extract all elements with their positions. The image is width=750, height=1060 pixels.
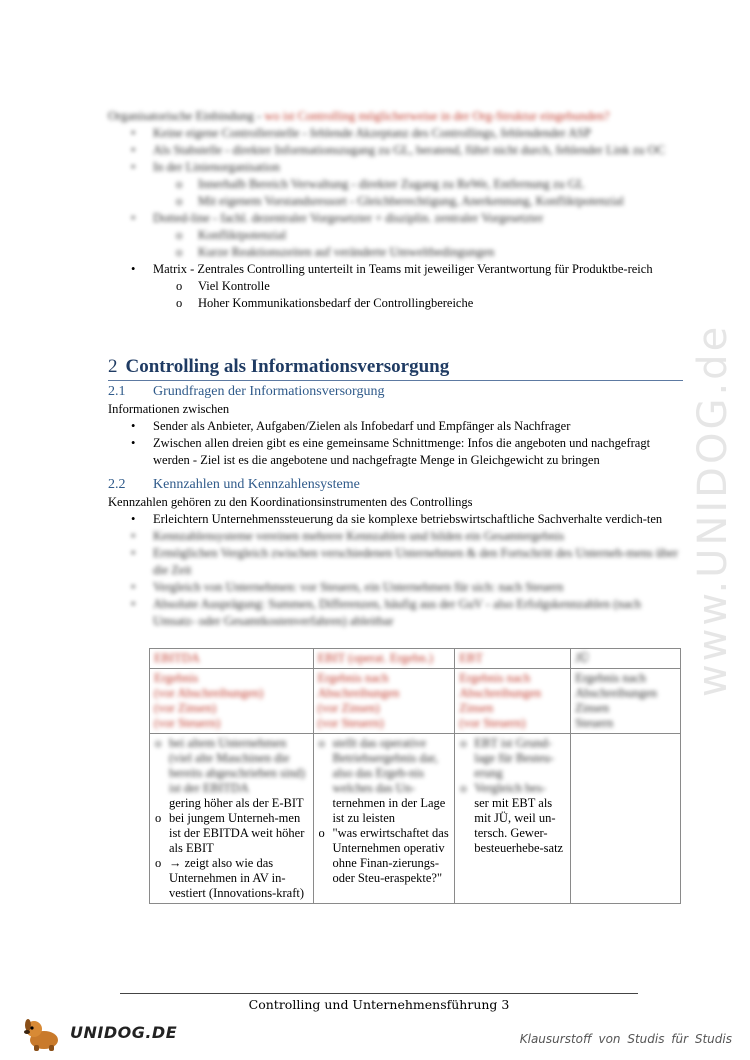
org-bullet-3: • In der Linienorganisation (108, 159, 683, 176)
footer-rule (120, 993, 638, 994)
unidog-logo (22, 1016, 182, 1052)
note-ebit-1a: o stellt das operative Betriebsergebnis dar, also das Ergeb-nis welches das Un- (318, 736, 451, 796)
note-ebitda-1b: gering höher als der E-BIT (169, 796, 304, 810)
table-definition-row (150, 669, 681, 734)
header-ju: JÜ (571, 649, 681, 669)
table-notes-row (150, 734, 681, 904)
header-ebit: EBIT (operat. Ergebn.) (313, 649, 455, 669)
org-heading: Organisatorische Einbindung - wo ist Controlling möglicherweise in der Org-Struktur eingebunden? (108, 109, 610, 123)
footer-tagline: Klausurstoff von Studis für Studis (519, 1032, 732, 1046)
org-bullet-1: • Keine eigene Controllerstelle - fehlende Akzeptanz des Controllings, fehlendender ASP (108, 125, 683, 142)
watermark: www.UNIDOG.de (690, 323, 736, 697)
def-ebit: Ergebnis nach Abschreibungen (vor Zinsen) (vor Steuern) (313, 669, 455, 734)
org-bullet-2: • Als Stabstelle - direkter Informationszugang zu GL, beratend, führt nicht durch, fehlender Link zu OC (108, 142, 683, 159)
notes-ebt (455, 734, 571, 904)
section-2-1-heading: 2.1 Grundfragen der Informationsversorgung (108, 384, 385, 399)
section-2-2-bullet-3: • Ermöglichen Vergleich zwischen verschiedenen Unternehmen & den Fortschritt des Unterneh-mens über die Zeit (108, 545, 683, 579)
section-2-2-bullet-4: • Vergleich von Unternehmen: vor Steuern, ein Unternehmen für sich: nach Steuern (108, 579, 683, 596)
org-sub-4-2: o Kurze Reaktionszeiten auf veränderte Umweltbedingungen (108, 244, 683, 261)
org-sub-5-2: o Hoher Kommunikationsbedarf der Controllingbereiche (108, 295, 683, 312)
note-ebit-2: o "was erwirtschaftet das Unternehmen operativ ohne Finan-zierungs- oder Steu-eraspekte?" (318, 826, 451, 886)
section-2-1-bullet-2: • Zwischen allen dreien gibt es eine gemeinsame Schnittmenge: Infos die angeboten und nachgefragt werden - Ziel ist es die angebotene und nachgefragte Menge in Gleichgewicht zu bringen (108, 435, 683, 469)
notes-ebitda (150, 734, 314, 904)
def-ebitda: Ergebnis (vor Abschreibungen) (vor Zinsen) (vor Steuern) (150, 669, 314, 734)
note-ebt-1: o EBT ist Grund-lage für Besteu-erung (459, 736, 566, 781)
notes-ju (571, 734, 681, 904)
org-section (108, 108, 683, 312)
org-sub-3-1: o Innerhalb Bereich Verwaltung - direkter Zugang zu ReWe, Entfernung zu GL (108, 176, 683, 193)
section-2-heading: 2 Controlling als Informationsversorgung (108, 356, 683, 381)
def-ju: Ergebnis nach Abschreibungen Zinsen Steuern (571, 669, 681, 734)
notes-ebit (313, 734, 455, 904)
note-ebitda-1a: o bei altem Unternehmen (viel alte Maschinen die bereits abgeschrieben sind) ist der EBITDA (154, 736, 309, 796)
org-sub-3-2: o Mit eigenem Vorstandsressort - Gleichberechtigung, Anerkennung, Konfliktpotenzial (108, 193, 683, 210)
section-2-2-heading: 2.2 Kennzahlen und Kennzahlensysteme (108, 477, 360, 492)
org-sub-4-1: o Konfliktpotenzial (108, 227, 683, 244)
note-ebt-2b: ser mit EBT als mit JÜ, weil un-tersch. Gewer-besteuerhebe-satz (474, 796, 564, 855)
header-ebt: EBT (455, 649, 571, 669)
header-ebitda: EBITDA (150, 649, 314, 669)
note-ebitda-3: o → zeigt also wie das Unternehmen in AV in-vestiert (Innovations-kraft) (154, 856, 309, 901)
dog-icon (22, 1016, 68, 1052)
section-2-2 (108, 476, 683, 630)
section-2-2-bullet-1: • Erleichtern Unternehmenssteuerung da sie komplexe betriebswirtschaftliche Sachverhalte verdich-ten (108, 511, 683, 528)
table-header-row (150, 649, 681, 669)
org-sub-5-1: o Viel Kontrolle (108, 278, 683, 295)
section-2-1 (108, 383, 683, 469)
section-2-1-bullet-1: • Sender als Anbieter, Aufgaben/Zielen als Infobedarf und Empfänger als Nachfrager (108, 418, 683, 435)
section-2-1-intro: Informationen zwischen (108, 402, 230, 416)
logo-text: UNIDOG.DE (70, 1023, 178, 1042)
note-ebt-2a: o Vergleich bes- (459, 781, 566, 796)
note-ebit-1b: ternehmen in der Lage ist zu leisten (332, 796, 446, 825)
def-ebt: Ergebnis nach Abschreibungen Zinsen (vor Steuern) (455, 669, 571, 734)
footer-title: Controlling und Unternehmensführung 3 (248, 997, 510, 1012)
section-2-2-bullet-5: • Absolute Ausprägung: Summen, Differenzen, häufig aus der GuV - also Erfolgskennzahlen (nach Umsatz- oder Gesamtkostenverfahren) ableitbar (108, 596, 683, 630)
note-ebitda-2: o bei jungem Unterneh-men ist der EBITDA weit höher als EBIT (154, 811, 309, 856)
org-bullet-5: • Matrix - Zentrales Controlling unterteilt in Teams mit jeweiliger Verantwortung für Produktbe-reich (108, 261, 683, 278)
section-2-2-intro: Kennzahlen gehören zu den Koordinationsinstrumenten des Controllings (108, 495, 473, 509)
section-2-2-bullet-2: • Kennzahlensysteme vereinen mehrere Kennzahlen und bilden ein Gesamtergebnis (108, 528, 683, 545)
org-bullet-4: • Dotted-line - fachl. dezentraler Vorgesetzter + disziplin. zentraler Vorgesetzter (108, 210, 683, 227)
kennzahlen-table (149, 648, 681, 904)
